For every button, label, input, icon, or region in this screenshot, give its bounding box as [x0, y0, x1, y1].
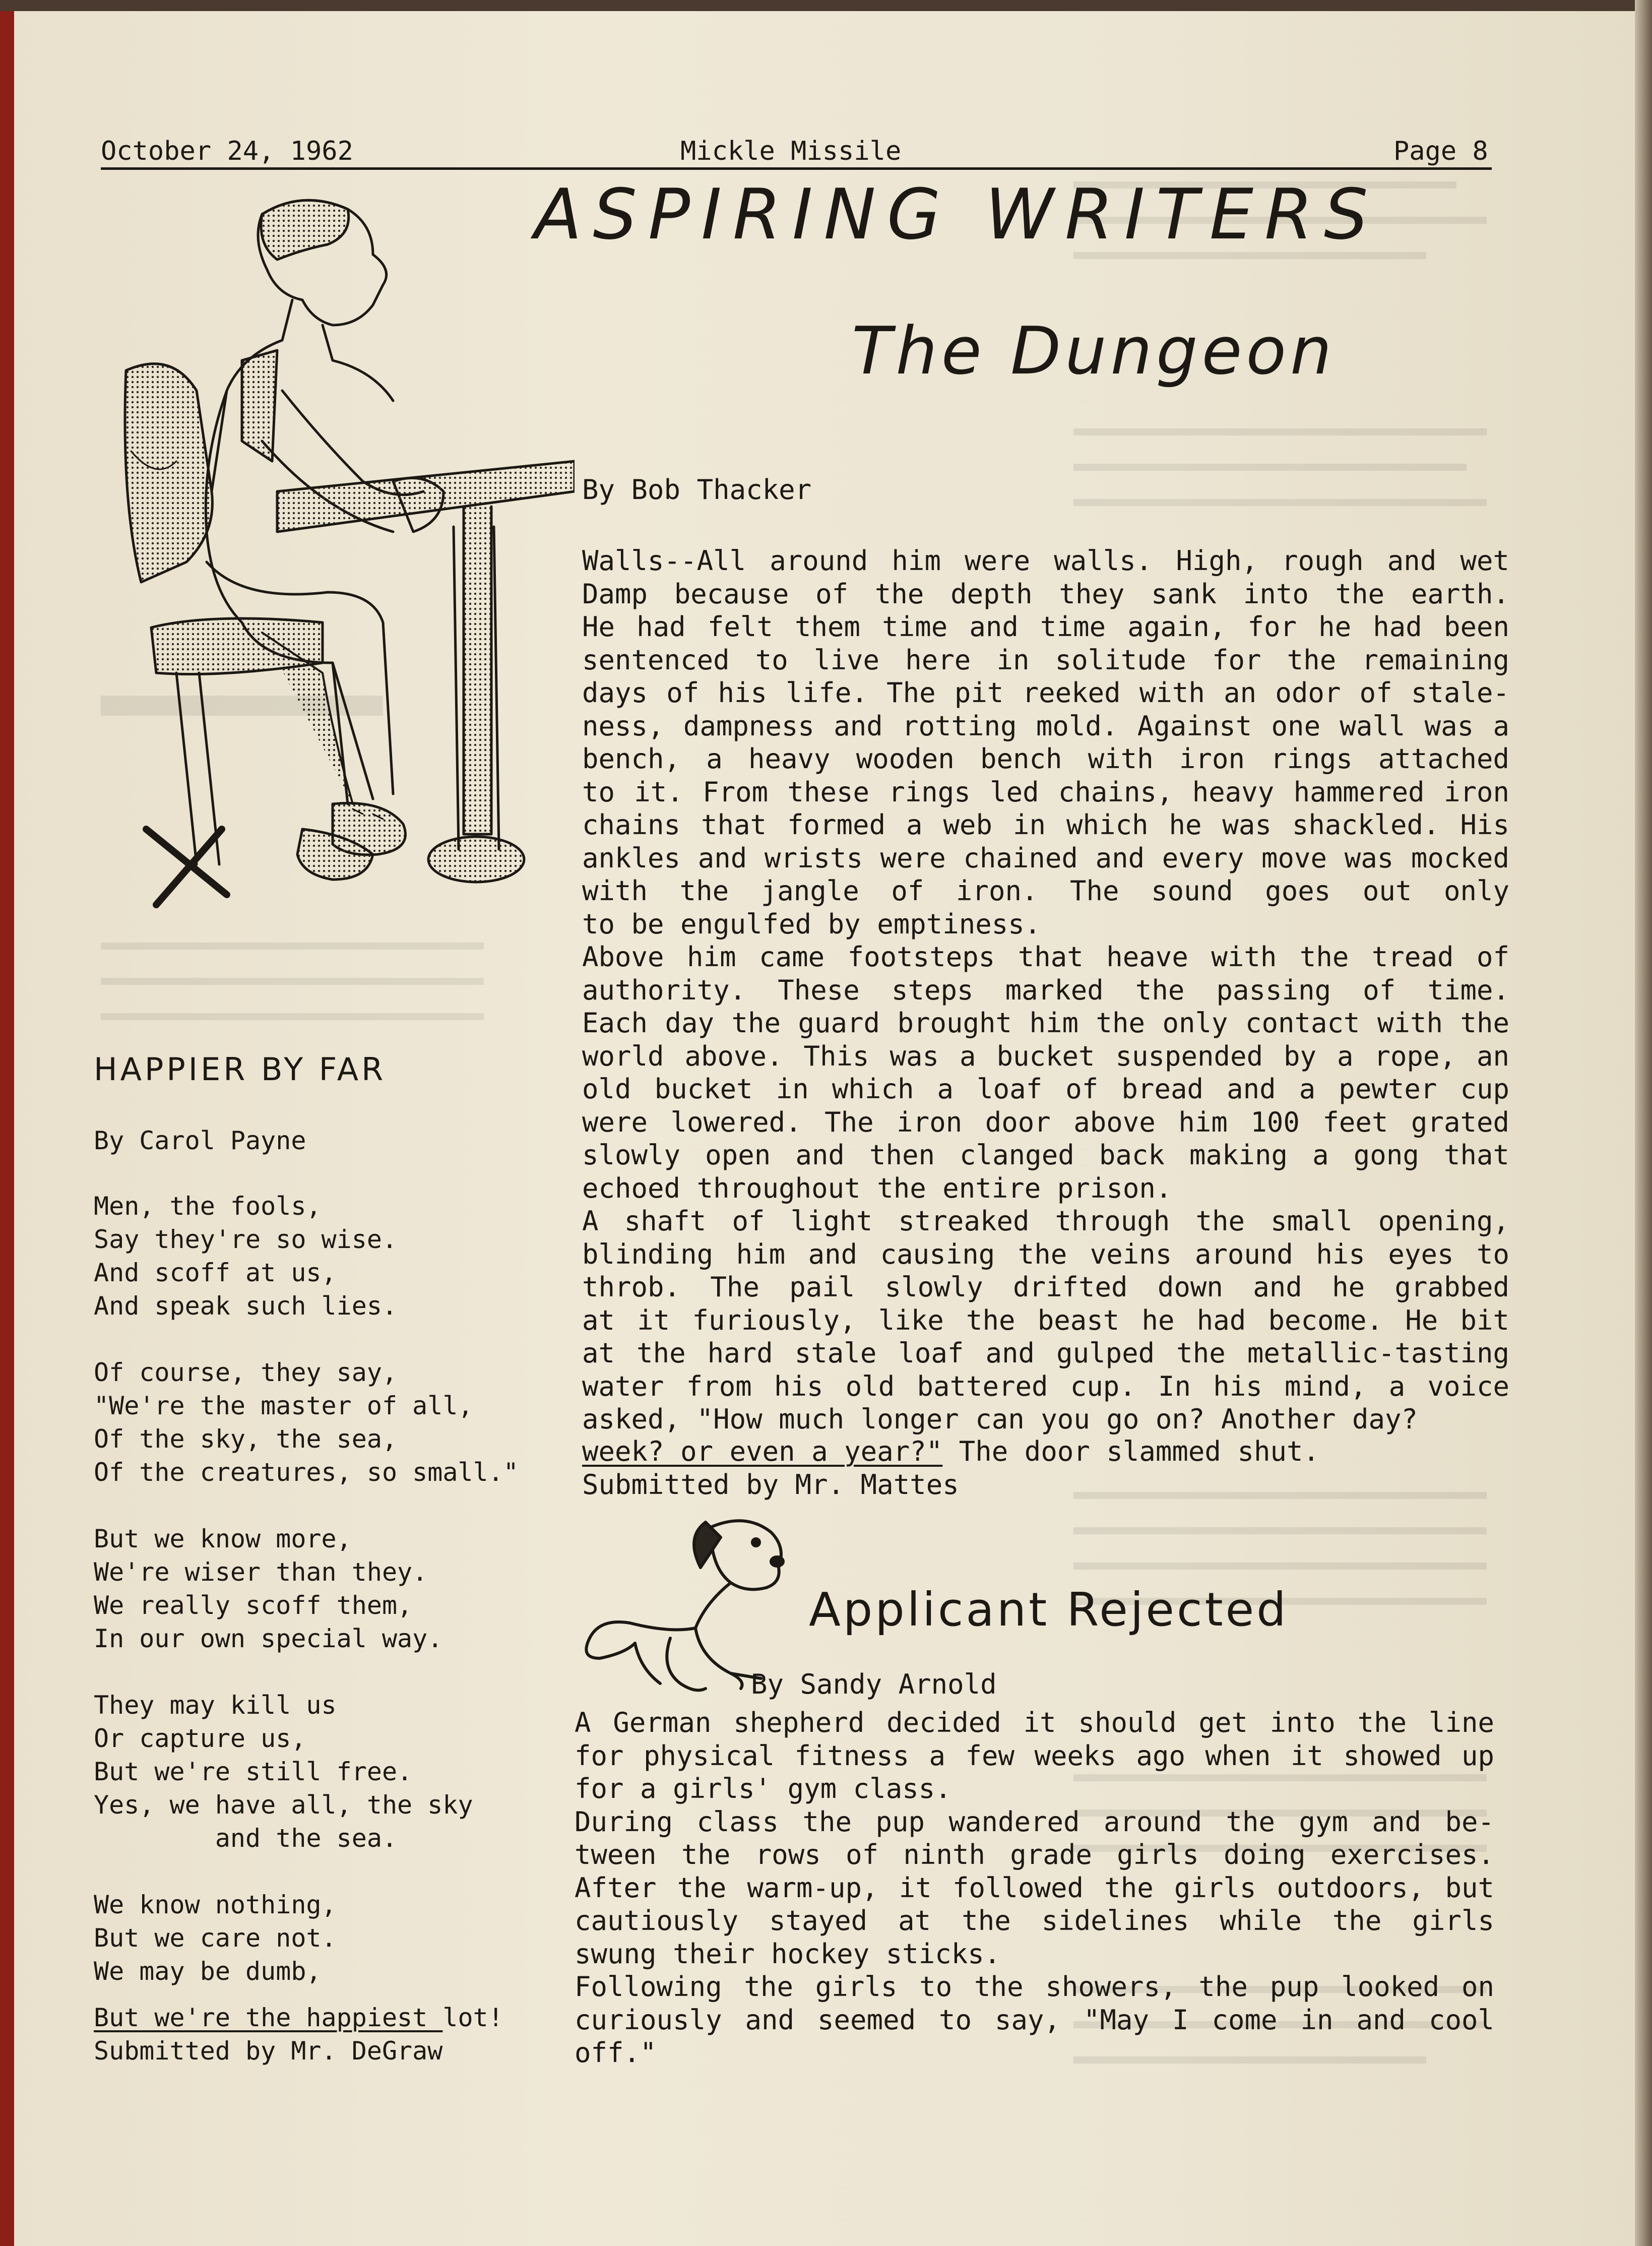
poem-body: [94, 1190, 519, 1988]
poem-line: In our own special way.: [94, 1624, 443, 1653]
poem-line: Of the creatures, so small.": [94, 1458, 519, 1487]
text-line: chains that formed a web in which he was shackled. His: [582, 809, 1509, 841]
byline-dungeon: By Bob Thacker: [582, 474, 812, 506]
text-line: A German shepherd decided it should get into the line: [575, 1707, 1494, 1738]
text-line: Walls--All around him were walls. High, rough and wet: [582, 545, 1509, 577]
text-line: Damp because of the depth they sank into the earth.: [582, 578, 1509, 610]
text-line: world above. This was a bucket suspended by a rope, an: [582, 1040, 1509, 1072]
story-title-dungeon: The Dungeon: [852, 313, 1336, 389]
text-line: at it furiously, like the beast he had become. He bit: [582, 1304, 1509, 1336]
text-line: off.": [575, 2037, 657, 2069]
poem-line: Say they're so wise.: [94, 1225, 398, 1254]
text-line: authority. These steps marked the passing of time.: [582, 974, 1509, 1006]
poem-line: And speak such lies.: [94, 1291, 398, 1321]
poem-line: Yes, we have all, the sky: [94, 1790, 473, 1820]
section-title: ASPIRING WRITERS: [534, 174, 1379, 255]
page-number: Page 8: [1393, 136, 1488, 166]
closing-sentence: The door slammed shut.: [942, 1436, 1319, 1467]
text-line: throb. The pail slowly drifted down and he grabbed: [582, 1271, 1509, 1303]
poem-line: Men, the fools,: [94, 1192, 322, 1221]
poem-line: We're wiser than they.: [94, 1557, 428, 1587]
text-line: Following the girls to the showers, the pup looked on: [575, 1971, 1494, 2003]
header-rule: [101, 167, 1492, 170]
story-last-line-dungeon: [582, 1435, 1319, 1468]
poem-line: And scoff at us,: [94, 1258, 337, 1287]
stanza-gap: [94, 1855, 519, 1888]
poem-line: But we're still free.: [94, 1757, 413, 1786]
text-line: After the warm-up, it followed the girls outdoors, but: [575, 1871, 1494, 1904]
poem-last-word: lot!: [442, 2003, 503, 2032]
text-line: bench, a heavy wooden bench with iron rings attached: [582, 743, 1509, 775]
text-line: During class the pup wandered around the gym and be-: [575, 1805, 1494, 1838]
story-body-applicant: [575, 1706, 1494, 2070]
poem-last-line: [94, 2001, 503, 2034]
text-line: ankles and wrists were chained and every move was mocked: [582, 842, 1509, 874]
issue-date: October 24, 1962: [101, 136, 353, 166]
underlined-phrase: week? or even a year?": [582, 1436, 943, 1467]
text-line: He had felt them time and time again, for he had been: [582, 611, 1509, 643]
text-line: for a girls' gym class.: [575, 1773, 951, 1804]
text-line: tween the rows of ninth grade girls doing exercises.: [575, 1839, 1494, 1870]
text-line: slowly open and then clanged back making a gong that: [582, 1139, 1509, 1171]
poem-line: and the sea.: [94, 1824, 398, 1853]
poem-line: Of course, they say,: [94, 1358, 398, 1387]
story-body-dungeon: [582, 544, 1509, 1436]
text-line: to be engulfed by emptiness.: [582, 908, 1041, 940]
text-line: asked, "How much longer can you go on? Another day?: [582, 1403, 1418, 1435]
poem-underlined-phrase: But we're the happiest: [94, 2003, 443, 2032]
poem-line: They may kill us: [94, 1691, 337, 1720]
stanza-gap: [94, 1655, 519, 1689]
text-line: Above him came footsteps that heave with the tread of: [582, 941, 1509, 973]
text-line: A shaft of light streaked through the small opening,: [582, 1205, 1509, 1237]
text-line: ness, dampness and rotting mold. Against one wall was a: [582, 710, 1509, 742]
text-line: were lowered. The iron door above him 100 feet grated: [582, 1106, 1509, 1138]
poem-line: Of the sky, the sea,: [94, 1424, 398, 1454]
submitted-by-poem: Submitted by Mr. DeGraw: [94, 2036, 443, 2066]
text-line: old bucket in which a loaf of bread and a pewter cup: [582, 1073, 1509, 1105]
text-line: sentenced to live here in solitude for the remaining: [582, 644, 1509, 676]
poem-title: HAPPIER BY FAR: [94, 1051, 387, 1088]
text-line: to it. From these rings led chains, heavy hammered iron: [582, 776, 1509, 808]
poem-line: But we know more,: [94, 1524, 352, 1553]
poem-line: Or capture us,: [94, 1724, 306, 1753]
text-line: water from his old battered cup. In his mind, a voice: [582, 1370, 1509, 1402]
text-line: blinding him and causing the veins around his eyes to: [582, 1238, 1509, 1270]
paper-name: Mickle Missile: [680, 136, 902, 166]
poem-line: We may be dumb,: [94, 1957, 322, 1986]
writer-illustration: [111, 179, 575, 975]
stanza-gap: [94, 1489, 519, 1522]
submitted-by-dungeon: Submitted by Mr. Mattes: [582, 1469, 959, 1501]
text-line: cautiously stayed at the sidelines while the girls: [575, 1905, 1494, 1937]
text-line: Each day the guard brought him the only contact with the: [582, 1007, 1509, 1039]
text-line: curiously and seemed to say, "May I come in and cool: [575, 2004, 1494, 2036]
text-line: with the jangle of iron. The sound goes out only: [582, 875, 1509, 907]
text-line: days of his life. The pit reeked with an odor of stale-: [582, 677, 1509, 709]
poem-byline: By Carol Payne: [94, 1126, 306, 1155]
poem-line: We really scoff them,: [94, 1591, 413, 1620]
poem-line: But we care not.: [94, 1923, 337, 1953]
poem-line: We know nothing,: [94, 1890, 337, 1919]
poem-line: "We're the master of all,: [94, 1391, 473, 1420]
stanza-gap: [94, 1323, 519, 1356]
text-line: swung their hockey sticks.: [575, 1938, 1001, 1970]
byline-applicant: By Sandy Arnold: [751, 1668, 997, 1700]
text-line: for physical fitness a few weeks ago when it showed up: [575, 1739, 1494, 1772]
text-line: at the hard stale loaf and gulped the metallic-tasting: [582, 1337, 1509, 1369]
text-line: echoed throughout the entire prison.: [582, 1172, 1172, 1204]
story-title-applicant: Applicant Rejected: [809, 1583, 1289, 1637]
